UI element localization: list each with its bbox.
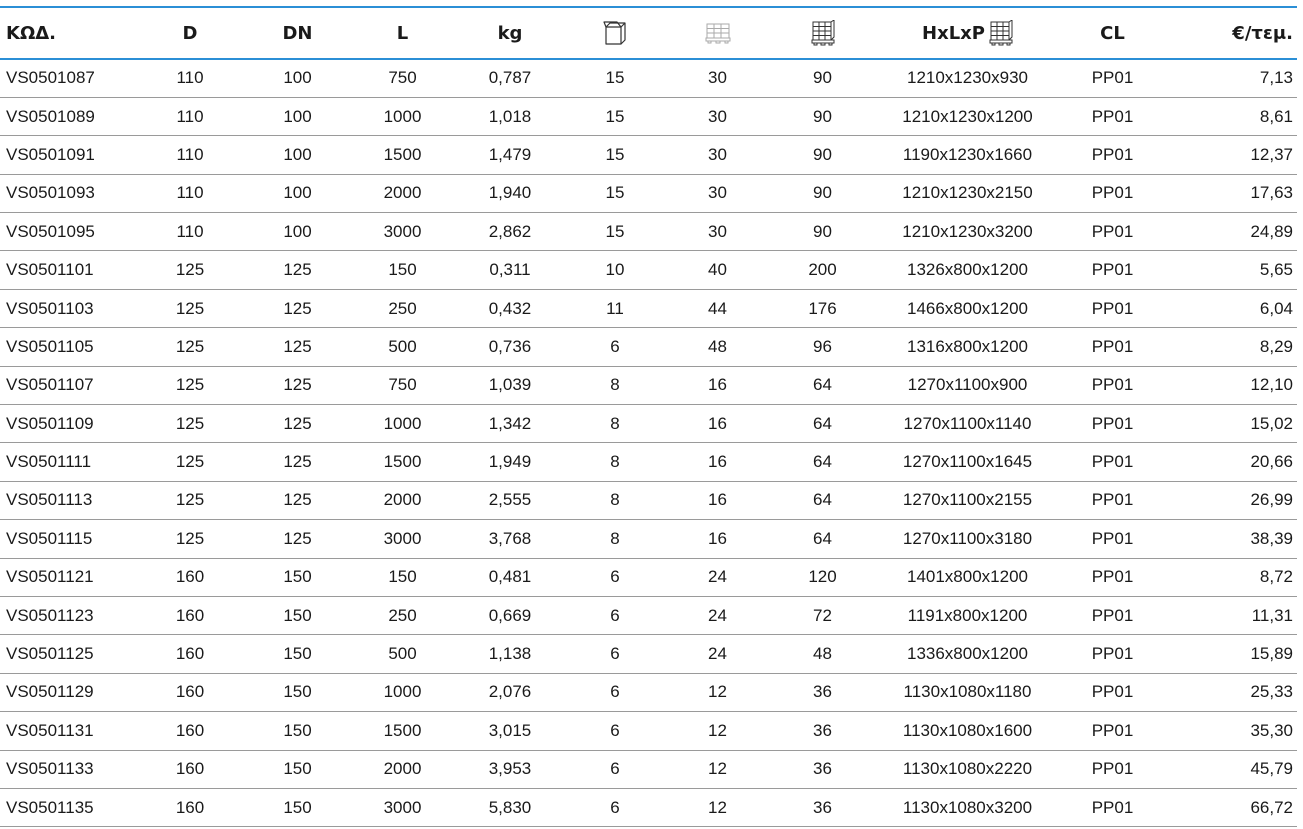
table-row	[0, 174, 1297, 212]
box-qty-cell: 6	[565, 750, 665, 788]
pallet-qty-cell: 64	[770, 481, 875, 519]
dimensions-cell: 1130x1080x1600	[875, 712, 1060, 750]
dimensions-cell: 1191x800x1200	[875, 596, 1060, 634]
price-cell: 7,13	[1165, 59, 1297, 97]
table-row	[0, 712, 1297, 750]
price-cell: 38,39	[1165, 520, 1297, 558]
layer-qty-cell: 16	[665, 481, 770, 519]
code-cell: VS0501111	[0, 443, 135, 481]
pallet-qty-cell: 90	[770, 174, 875, 212]
pallet-qty-cell: 90	[770, 59, 875, 97]
d-cell: 125	[135, 405, 245, 443]
dn-cell: 100	[245, 59, 350, 97]
box-qty-cell: 6	[565, 712, 665, 750]
l-cell: 1000	[350, 673, 455, 711]
l-cell: 3000	[350, 213, 455, 251]
cl-cell: PP01	[1060, 251, 1165, 289]
pallet-qty-cell: 36	[770, 788, 875, 826]
dn-cell: 150	[245, 673, 350, 711]
table-row	[0, 328, 1297, 366]
table-row	[0, 750, 1297, 788]
layer-qty-cell: 12	[665, 712, 770, 750]
dn-cell: 125	[245, 289, 350, 327]
pallet-qty-cell: 90	[770, 213, 875, 251]
kg-cell: 0,432	[455, 289, 565, 327]
table-row	[0, 596, 1297, 634]
table-row	[0, 405, 1297, 443]
cl-cell: PP01	[1060, 712, 1165, 750]
kg-cell: 0,669	[455, 596, 565, 634]
kg-cell: 1,479	[455, 136, 565, 174]
dn-cell: 125	[245, 328, 350, 366]
table-header-row	[0, 7, 1297, 59]
table-row	[0, 558, 1297, 596]
l-cell: 750	[350, 59, 455, 97]
cl-cell: PP01	[1060, 59, 1165, 97]
cl-cell: PP01	[1060, 328, 1165, 366]
d-cell: 160	[135, 596, 245, 634]
l-cell: 2000	[350, 481, 455, 519]
col-header-l: L	[350, 7, 455, 59]
dimensions-cell: 1210x1230x930	[875, 59, 1060, 97]
table-row	[0, 443, 1297, 481]
pallet-qty-cell: 64	[770, 520, 875, 558]
col-header-pallet	[770, 7, 875, 59]
col-header-dimensions	[875, 7, 1060, 59]
d-cell: 125	[135, 443, 245, 481]
dimensions-cell: 1270x1100x3180	[875, 520, 1060, 558]
layer-qty-cell: 24	[665, 596, 770, 634]
layer-qty-cell: 48	[665, 328, 770, 366]
pallet-qty-cell: 64	[770, 405, 875, 443]
kg-cell: 2,555	[455, 481, 565, 519]
pallet-qty-cell: 176	[770, 289, 875, 327]
col-header-layer	[665, 7, 770, 59]
table-row	[0, 366, 1297, 404]
price-cell: 8,61	[1165, 97, 1297, 135]
kg-cell: 2,076	[455, 673, 565, 711]
layer-qty-cell: 12	[665, 673, 770, 711]
kg-cell: 1,138	[455, 635, 565, 673]
code-cell: VS0501113	[0, 481, 135, 519]
dimensions-cell: 1210x1230x3200	[875, 213, 1060, 251]
box-qty-cell: 6	[565, 558, 665, 596]
d-cell: 110	[135, 174, 245, 212]
cl-cell: PP01	[1060, 213, 1165, 251]
pallet-qty-cell: 36	[770, 712, 875, 750]
price-cell: 24,89	[1165, 213, 1297, 251]
price-cell: 66,72	[1165, 788, 1297, 826]
col-header-d: D	[135, 7, 245, 59]
table-row	[0, 136, 1297, 174]
cl-cell: PP01	[1060, 366, 1165, 404]
box-qty-cell: 15	[565, 136, 665, 174]
table-row	[0, 289, 1297, 327]
l-cell: 1000	[350, 97, 455, 135]
dimensions-cell: 1190x1230x1660	[875, 136, 1060, 174]
kg-cell: 1,342	[455, 405, 565, 443]
code-cell: VS0501095	[0, 213, 135, 251]
table-body	[0, 59, 1297, 827]
layer-qty-cell: 30	[665, 136, 770, 174]
price-cell: 45,79	[1165, 750, 1297, 788]
d-cell: 125	[135, 520, 245, 558]
price-cell: 5,65	[1165, 251, 1297, 289]
cl-cell: PP01	[1060, 405, 1165, 443]
box-qty-cell: 10	[565, 251, 665, 289]
d-cell: 110	[135, 136, 245, 174]
col-header-cl: CL	[1060, 7, 1165, 59]
cl-cell: PP01	[1060, 136, 1165, 174]
code-cell: VS0501121	[0, 558, 135, 596]
dn-cell: 150	[245, 712, 350, 750]
l-cell: 1500	[350, 136, 455, 174]
layer-qty-cell: 12	[665, 788, 770, 826]
price-cell: 6,04	[1165, 289, 1297, 327]
code-cell: VS0501087	[0, 59, 135, 97]
table-row	[0, 213, 1297, 251]
dimensions-cell: 1336x800x1200	[875, 635, 1060, 673]
dn-cell: 125	[245, 405, 350, 443]
pallet-qty-cell: 64	[770, 366, 875, 404]
l-cell: 250	[350, 596, 455, 634]
kg-cell: 5,830	[455, 788, 565, 826]
dimensions-cell: 1326x800x1200	[875, 251, 1060, 289]
dn-cell: 100	[245, 136, 350, 174]
code-cell: VS0501133	[0, 750, 135, 788]
table-row	[0, 635, 1297, 673]
dn-cell: 125	[245, 443, 350, 481]
code-cell: VS0501093	[0, 174, 135, 212]
pallet-qty-cell: 48	[770, 635, 875, 673]
col-header-dimensions-label: HxLxP	[922, 22, 985, 44]
l-cell: 250	[350, 289, 455, 327]
d-cell: 125	[135, 481, 245, 519]
l-cell: 3000	[350, 788, 455, 826]
kg-cell: 1,949	[455, 443, 565, 481]
dimensions-cell: 1270x1100x1140	[875, 405, 1060, 443]
d-cell: 160	[135, 712, 245, 750]
dimensions-cell: 1210x1230x2150	[875, 174, 1060, 212]
cl-cell: PP01	[1060, 289, 1165, 327]
l-cell: 150	[350, 251, 455, 289]
table-row	[0, 481, 1297, 519]
pallet-qty-cell: 72	[770, 596, 875, 634]
pallet-qty-cell: 36	[770, 750, 875, 788]
cl-cell: PP01	[1060, 635, 1165, 673]
price-cell: 12,10	[1165, 366, 1297, 404]
code-cell: VS0501129	[0, 673, 135, 711]
price-cell: 26,99	[1165, 481, 1297, 519]
cl-cell: PP01	[1060, 520, 1165, 558]
d-cell: 125	[135, 328, 245, 366]
dimensions-cell: 1210x1230x1200	[875, 97, 1060, 135]
code-cell: VS0501089	[0, 97, 135, 135]
pallet-qty-cell: 36	[770, 673, 875, 711]
dimensions-cell: 1130x1080x2220	[875, 750, 1060, 788]
layer-qty-cell: 30	[665, 174, 770, 212]
price-cell: 15,02	[1165, 405, 1297, 443]
l-cell: 150	[350, 558, 455, 596]
product-table	[0, 6, 1297, 827]
l-cell: 3000	[350, 520, 455, 558]
kg-cell: 1,039	[455, 366, 565, 404]
kg-cell: 1,940	[455, 174, 565, 212]
layer-qty-cell: 30	[665, 213, 770, 251]
price-cell: 8,29	[1165, 328, 1297, 366]
code-cell: VS0501101	[0, 251, 135, 289]
table-row	[0, 97, 1297, 135]
kg-cell: 3,015	[455, 712, 565, 750]
box-qty-cell: 6	[565, 788, 665, 826]
dn-cell: 100	[245, 174, 350, 212]
kg-cell: 3,953	[455, 750, 565, 788]
code-cell: VS0501123	[0, 596, 135, 634]
dn-cell: 125	[245, 481, 350, 519]
price-cell: 11,31	[1165, 596, 1297, 634]
layer-qty-cell: 30	[665, 97, 770, 135]
d-cell: 125	[135, 366, 245, 404]
dimensions-cell: 1270x1100x2155	[875, 481, 1060, 519]
code-cell: VS0501091	[0, 136, 135, 174]
dimensions-cell: 1270x1100x1645	[875, 443, 1060, 481]
layer-qty-cell: 16	[665, 366, 770, 404]
dn-cell: 100	[245, 213, 350, 251]
dimensions-cell: 1316x800x1200	[875, 328, 1060, 366]
l-cell: 750	[350, 366, 455, 404]
cl-cell: PP01	[1060, 174, 1165, 212]
box-qty-cell: 6	[565, 673, 665, 711]
cl-cell: PP01	[1060, 596, 1165, 634]
kg-cell: 0,736	[455, 328, 565, 366]
l-cell: 500	[350, 635, 455, 673]
pallet-icon	[811, 20, 835, 46]
box-qty-cell: 15	[565, 174, 665, 212]
d-cell: 160	[135, 558, 245, 596]
table-row	[0, 251, 1297, 289]
price-cell: 8,72	[1165, 558, 1297, 596]
cl-cell: PP01	[1060, 558, 1165, 596]
d-cell: 110	[135, 97, 245, 135]
l-cell: 2000	[350, 174, 455, 212]
pallet-icon	[989, 20, 1013, 46]
layer-qty-cell: 44	[665, 289, 770, 327]
dimensions-cell: 1466x800x1200	[875, 289, 1060, 327]
price-cell: 15,89	[1165, 635, 1297, 673]
pallet-qty-cell: 64	[770, 443, 875, 481]
table-row	[0, 673, 1297, 711]
kg-cell: 0,787	[455, 59, 565, 97]
pallet-qty-cell: 200	[770, 251, 875, 289]
l-cell: 1500	[350, 712, 455, 750]
l-cell: 1500	[350, 443, 455, 481]
dn-cell: 150	[245, 635, 350, 673]
box-qty-cell: 8	[565, 443, 665, 481]
box-qty-cell: 8	[565, 481, 665, 519]
price-cell: 12,37	[1165, 136, 1297, 174]
pallet-layer-icon	[705, 21, 731, 45]
cl-cell: PP01	[1060, 97, 1165, 135]
kg-cell: 3,768	[455, 520, 565, 558]
layer-qty-cell: 16	[665, 520, 770, 558]
d-cell: 125	[135, 289, 245, 327]
dn-cell: 150	[245, 558, 350, 596]
col-header-code: ΚΩΔ.	[0, 7, 135, 59]
dn-cell: 125	[245, 366, 350, 404]
dimensions-cell: 1130x1080x3200	[875, 788, 1060, 826]
box-qty-cell: 6	[565, 596, 665, 634]
l-cell: 500	[350, 328, 455, 366]
l-cell: 2000	[350, 750, 455, 788]
box-qty-cell: 6	[565, 328, 665, 366]
layer-qty-cell: 40	[665, 251, 770, 289]
layer-qty-cell: 16	[665, 443, 770, 481]
dimensions-cell: 1130x1080x1180	[875, 673, 1060, 711]
code-cell: VS0501107	[0, 366, 135, 404]
layer-qty-cell: 30	[665, 59, 770, 97]
layer-qty-cell: 16	[665, 405, 770, 443]
col-header-box	[565, 7, 665, 59]
d-cell: 110	[135, 213, 245, 251]
dimensions-cell: 1401x800x1200	[875, 558, 1060, 596]
cl-cell: PP01	[1060, 750, 1165, 788]
pallet-qty-cell: 90	[770, 97, 875, 135]
layer-qty-cell: 24	[665, 635, 770, 673]
layer-qty-cell: 24	[665, 558, 770, 596]
box-qty-cell: 8	[565, 520, 665, 558]
l-cell: 1000	[350, 405, 455, 443]
code-cell: VS0501103	[0, 289, 135, 327]
table-row	[0, 788, 1297, 826]
box-qty-cell: 15	[565, 213, 665, 251]
box-qty-cell: 8	[565, 366, 665, 404]
code-cell: VS0501105	[0, 328, 135, 366]
pallet-qty-cell: 90	[770, 136, 875, 174]
table-row	[0, 520, 1297, 558]
layer-qty-cell: 12	[665, 750, 770, 788]
code-cell: VS0501115	[0, 520, 135, 558]
dn-cell: 150	[245, 750, 350, 788]
box-qty-cell: 15	[565, 59, 665, 97]
d-cell: 160	[135, 750, 245, 788]
code-cell: VS0501109	[0, 405, 135, 443]
code-cell: VS0501125	[0, 635, 135, 673]
d-cell: 160	[135, 635, 245, 673]
col-header-dn: DN	[245, 7, 350, 59]
kg-cell: 0,481	[455, 558, 565, 596]
box-icon	[603, 20, 627, 46]
d-cell: 160	[135, 788, 245, 826]
box-qty-cell: 11	[565, 289, 665, 327]
dn-cell: 125	[245, 251, 350, 289]
box-qty-cell: 8	[565, 405, 665, 443]
cl-cell: PP01	[1060, 788, 1165, 826]
cl-cell: PP01	[1060, 673, 1165, 711]
kg-cell: 2,862	[455, 213, 565, 251]
price-cell: 35,30	[1165, 712, 1297, 750]
dimensions-cell: 1270x1100x900	[875, 366, 1060, 404]
code-cell: VS0501135	[0, 788, 135, 826]
col-header-price: €/τεμ.	[1165, 7, 1297, 59]
dn-cell: 100	[245, 97, 350, 135]
dn-cell: 125	[245, 520, 350, 558]
dn-cell: 150	[245, 788, 350, 826]
d-cell: 110	[135, 59, 245, 97]
code-cell: VS0501131	[0, 712, 135, 750]
kg-cell: 0,311	[455, 251, 565, 289]
pallet-qty-cell: 96	[770, 328, 875, 366]
price-cell: 25,33	[1165, 673, 1297, 711]
dn-cell: 150	[245, 596, 350, 634]
d-cell: 160	[135, 673, 245, 711]
box-qty-cell: 6	[565, 635, 665, 673]
cl-cell: PP01	[1060, 443, 1165, 481]
pallet-qty-cell: 120	[770, 558, 875, 596]
cl-cell: PP01	[1060, 481, 1165, 519]
d-cell: 125	[135, 251, 245, 289]
table-row	[0, 59, 1297, 97]
col-header-kg: kg	[455, 7, 565, 59]
price-cell: 20,66	[1165, 443, 1297, 481]
box-qty-cell: 15	[565, 97, 665, 135]
kg-cell: 1,018	[455, 97, 565, 135]
price-cell: 17,63	[1165, 174, 1297, 212]
